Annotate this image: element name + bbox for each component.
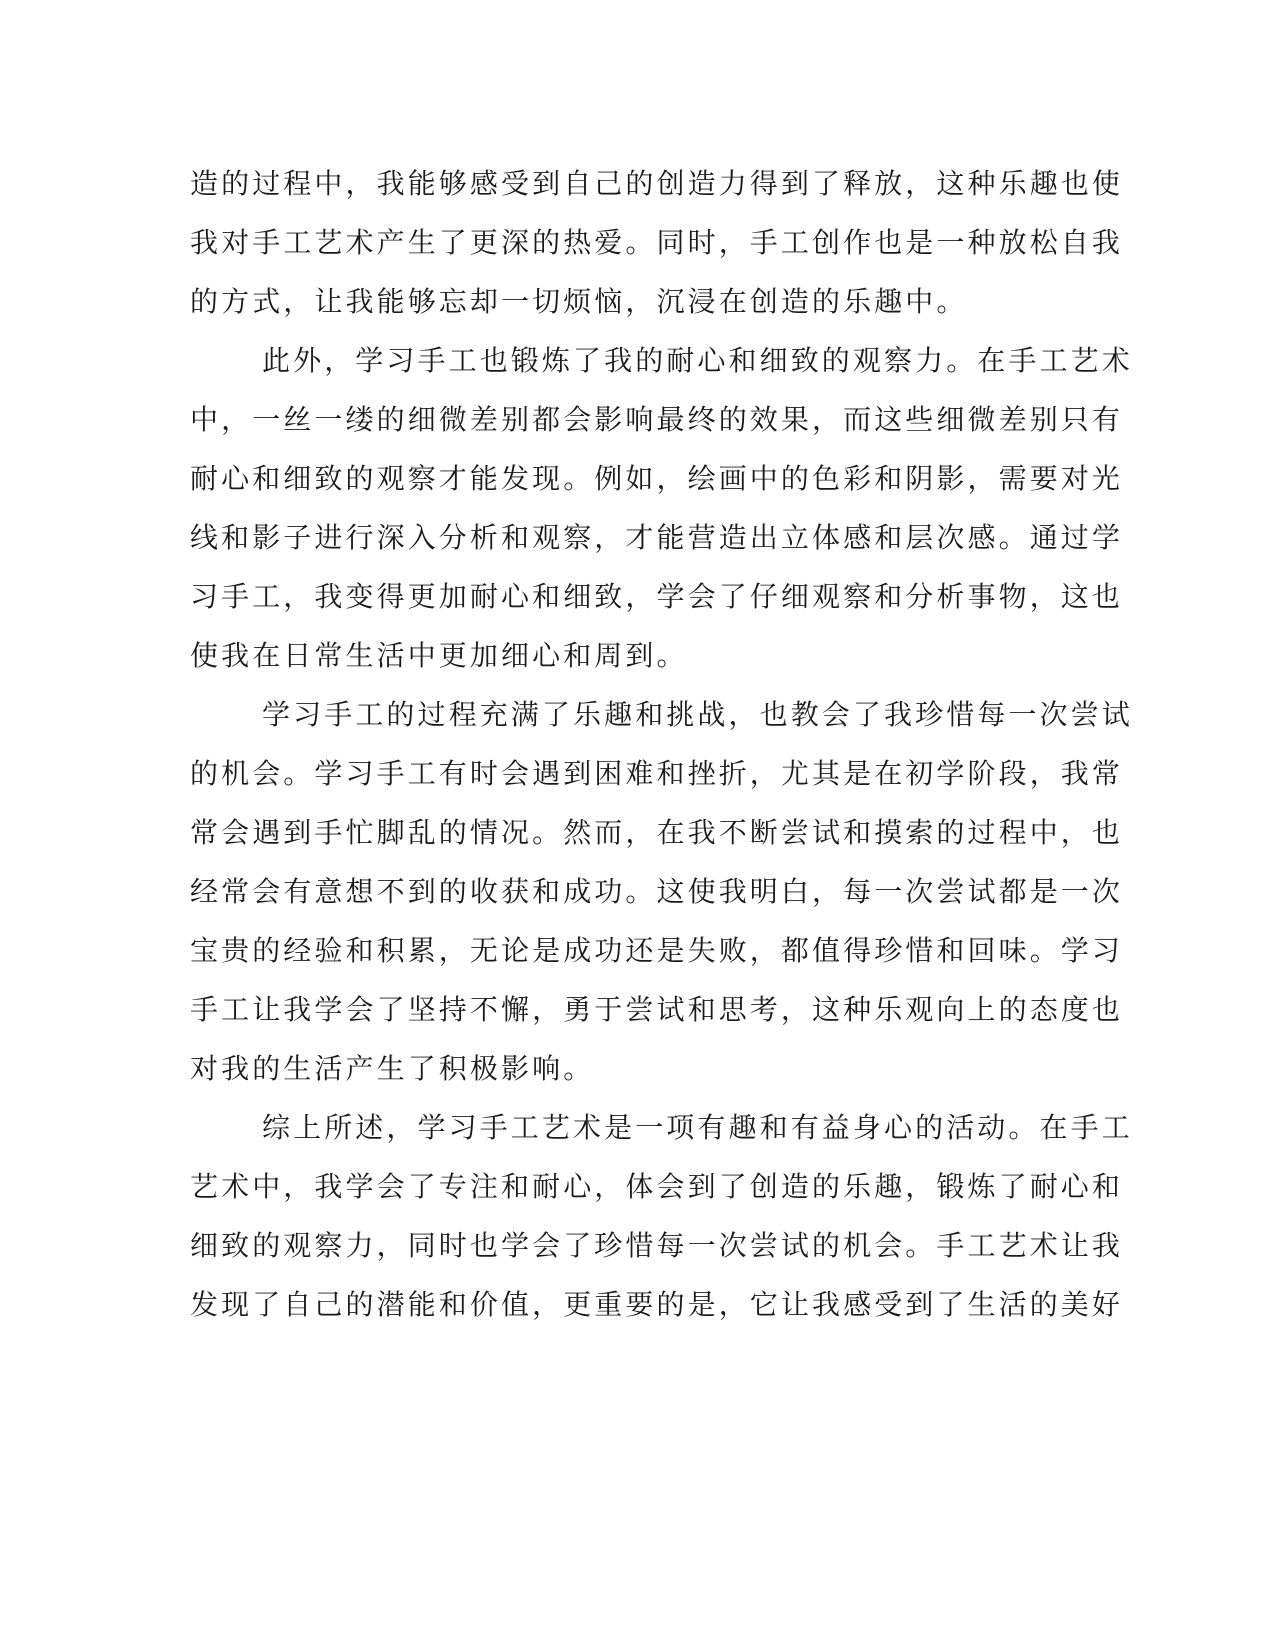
paragraph-2-line-3: 耐心和细致的观察才能发现。例如，绘画中的色彩和阴影，需要对光 (190, 462, 1124, 495)
paragraph-2-line-5: 习手工，我变得更加耐心和细致，学会了仔细观察和分析事物，这也 (190, 580, 1124, 613)
paragraph-2-line-4: 线和影子进行深入分析和观察，才能营造出立体感和层次感。通过学 (190, 521, 1124, 554)
paragraph-3-line-4: 经常会有意想不到的收获和成功。这使我明白，每一次尝试都是一次 (190, 875, 1124, 908)
paragraph-4-line-1: 综上所述，学习手工艺术是一项有趣和有益身心的活动。在手工 (262, 1111, 1133, 1144)
paragraph-1-line-2: 我对手工艺术产生了更深的热爱。同时，手工创作也是一种放松自我 (190, 226, 1124, 259)
paragraph-3-line-2: 的机会。学习手工有时会遇到困难和挫折，尤其是在初学阶段，我常 (190, 757, 1124, 790)
paragraph-2-line-1: 此外，学习手工也锻炼了我的耐心和细致的观察力。在手工艺术 (262, 344, 1133, 377)
paragraph-2-line-2: 中，一丝一缕的细微差别都会影响最终的效果，而这些细微差别只有 (190, 403, 1124, 436)
paragraph-3-line-1: 学习手工的过程充满了乐趣和挑战，也教会了我珍惜每一次尝试 (262, 698, 1133, 731)
paragraph-1-line-3: 的方式，让我能够忘却一切烦恼，沉浸在创造的乐趣中。 (190, 285, 968, 318)
paragraph-3-line-5: 宝贵的经验和积累，无论是成功还是失败，都值得珍惜和回味。学习 (190, 934, 1124, 967)
paragraph-4-line-4: 发现了自己的潜能和价值，更重要的是，它让我感受到了生活的美好 (190, 1288, 1124, 1321)
paragraph-3-line-7: 对我的生活产生了积极影响。 (190, 1052, 595, 1085)
paragraph-4-line-2: 艺术中，我学会了专注和耐心，体会到了创造的乐趣，锻炼了耐心和 (190, 1170, 1124, 1203)
paragraph-1-line-1: 造的过程中，我能够感受到自己的创造力得到了释放，这种乐趣也使 (190, 167, 1124, 200)
paragraph-3-line-6: 手工让我学会了坚持不懈，勇于尝试和思考，这种乐观向上的态度也 (190, 993, 1124, 1026)
paragraph-3-line-3: 常会遇到手忙脚乱的情况。然而，在我不断尝试和摸索的过程中，也 (190, 816, 1124, 849)
paragraph-4-line-3: 细致的观察力，同时也学会了珍惜每一次尝试的机会。手工艺术让我 (190, 1229, 1124, 1262)
paragraph-2-line-6: 使我在日常生活中更加细心和周到。 (190, 639, 688, 672)
